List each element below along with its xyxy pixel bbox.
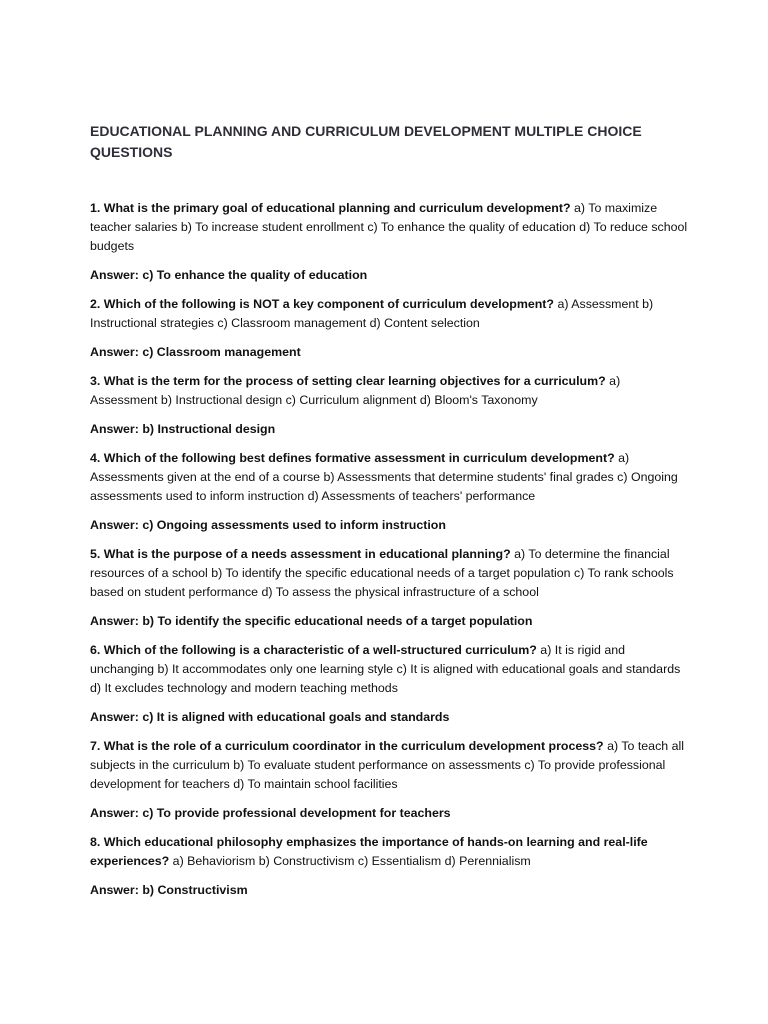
qa-item-1	[90, 199, 690, 285]
answer-5: Answer: b) To identify the specific educational needs of a target population	[90, 614, 533, 628]
question-text: 6. Which of the following is a characteristic of a well-structured curriculum?	[90, 643, 537, 657]
question-4	[90, 449, 690, 506]
question-3	[90, 372, 690, 410]
qa-item-5	[90, 545, 690, 631]
question-text: 4. Which of the following best defines formative assessment in curriculum development?	[90, 451, 615, 465]
options-text: a) It is rigid and unchanging b) It accommodates only one learning style c) It is aligned with educational goals and standards d) It excludes technology and modern teaching methods	[90, 643, 681, 695]
answer-1: Answer: c) To enhance the quality of education	[90, 268, 368, 282]
question-text: 8. Which educational philosophy emphasizes the importance of hands-on learning and real-life experiences?	[90, 835, 648, 868]
question-text: 5. What is the purpose of a needs assessment in educational planning?	[90, 547, 511, 561]
question-5	[90, 545, 690, 602]
options-text: a) Assessment b) Instructional strategies c) Classroom management d) Content selection	[90, 297, 654, 330]
options-text: a) Behaviorism b) Constructivism c) Essentialism d) Perennialism	[172, 854, 531, 868]
question-text: 7. What is the role of a curriculum coordinator in the curriculum development process?	[90, 739, 604, 753]
options-text: a) To maximize teacher salaries b) To increase student enrollment c) To enhance the quality of education d) To reduce school budgets	[90, 201, 688, 253]
question-6	[90, 641, 690, 698]
qa-item-8	[90, 833, 690, 900]
qa-item-6	[90, 641, 690, 727]
answer-7: Answer: c) To provide professional development for teachers	[90, 806, 451, 820]
qa-item-2	[90, 295, 690, 362]
document-page	[90, 121, 690, 910]
options-text: a) Assessments given at the end of a course b) Assessments that determine students' final grades c) Ongoing assessments used to inform instruction d) Assessments of teachers' performance	[90, 451, 678, 503]
qa-item-3	[90, 372, 690, 439]
question-text: 1. What is the primary goal of educational planning and curriculum development?	[90, 201, 571, 215]
qa-item-7	[90, 737, 690, 823]
qa-item-4	[90, 449, 690, 535]
options-text: a) To teach all subjects in the curriculum b) To evaluate student performance on assessments c) To provide professional development for teachers d) To maintain school facilities	[90, 739, 684, 791]
answer-2: Answer: c) Classroom management	[90, 345, 301, 359]
answer-8: Answer: b) Constructivism	[90, 883, 248, 897]
question-2	[90, 295, 690, 333]
answer-4: Answer: c) Ongoing assessments used to inform instruction	[90, 518, 446, 532]
options-text: a) To determine the financial resources of a school b) To identify the specific educational needs of a target population c) To rank schools based on student performance d) To assess the physical infrastructure of a school	[90, 547, 674, 599]
question-text: 2. Which of the following is NOT a key component of curriculum development?	[90, 297, 555, 311]
answer-3: Answer: b) Instructional design	[90, 422, 276, 436]
question-1	[90, 199, 690, 256]
document-title: EDUCATIONAL PLANNING AND CURRICULUM DEVELOPMENT MULTIPLE CHOICE QUESTIONS	[90, 123, 642, 160]
question-7	[90, 737, 690, 794]
question-8	[90, 833, 690, 871]
question-text: 3. What is the term for the process of setting clear learning objectives for a curriculum?	[90, 374, 606, 388]
answer-6: Answer: c) It is aligned with educational goals and standards	[90, 710, 450, 724]
options-text: a) Assessment b) Instructional design c) Curriculum alignment d) Bloom's Taxonomy	[90, 374, 621, 407]
